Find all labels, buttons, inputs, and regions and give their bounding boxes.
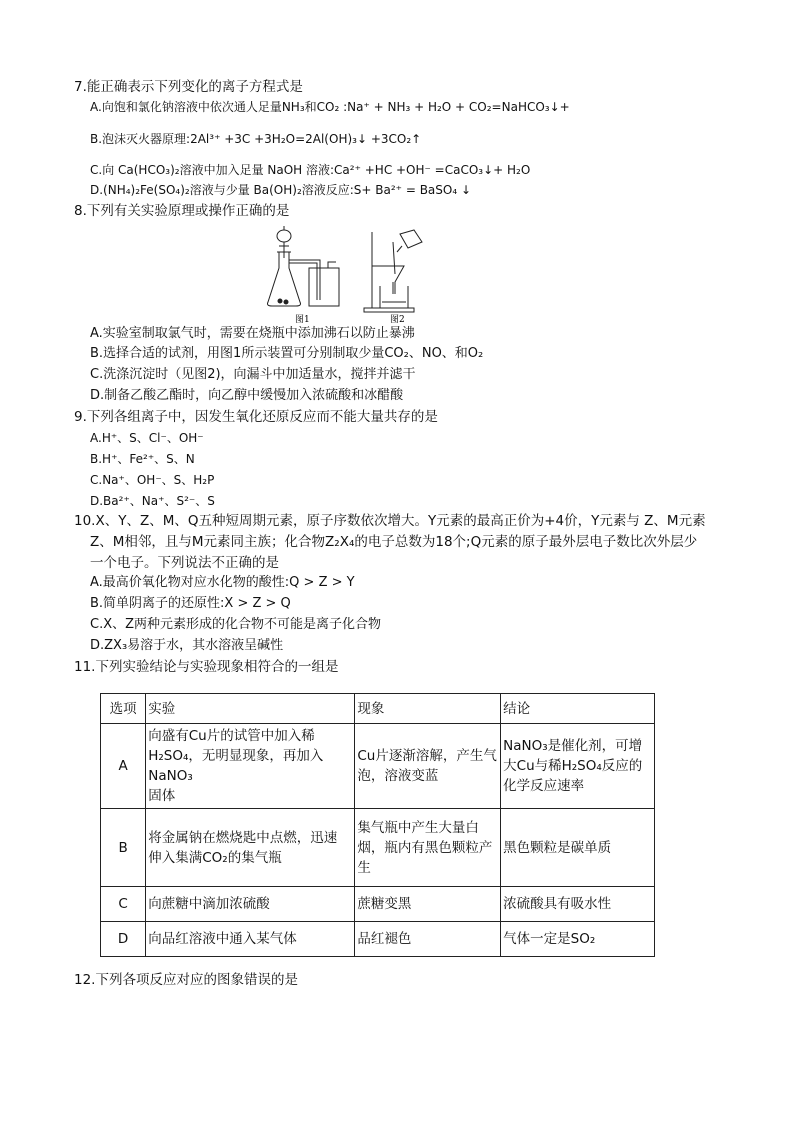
q8-stem: 8.下列有关实验原理或操作正确的是 [74, 203, 290, 219]
table-cell: 向品红溶液中通入某气体 [146, 922, 355, 957]
q9-option-b: B.H⁺、Fe²⁺、S、N [90, 452, 195, 466]
figure-1-caption: 图1 [295, 315, 310, 325]
q7-option-b: B.泡沫灭火器原理:2Al³⁺ +3C +3H₂O=2Al(OH)₃↓ +3CO₂↑ [90, 132, 422, 146]
q12-stem: 12.下列各项反应对应的图象错误的是 [74, 972, 298, 988]
q7-option-a: A.向饱和氯化钠溶液中依次通人足量NH₃和CO₂ :Na⁺ + NH₃ + H₂O + CO₂=NaHCO₃↓+ [90, 100, 570, 114]
table-cell: D [101, 922, 146, 957]
figure-2-filtration-apparatus [364, 230, 422, 312]
table-cell: B [101, 809, 146, 887]
q7-stem: 7.能正确表示下列变化的离子方程式是 [74, 79, 303, 95]
q11-stem: 11.下列实验结论与实验现象相符合的一组是 [74, 659, 339, 675]
table-cell: C [101, 887, 146, 922]
q9-option-a: A.H⁺、S、Cl⁻、OH⁻ [90, 431, 204, 445]
q11-table [100, 693, 655, 957]
table-row [101, 724, 655, 809]
apparatus-diagram [262, 222, 442, 330]
q9-option-d: D.Ba²⁺、Na⁺、S²⁻、S [90, 494, 215, 508]
table-row [101, 887, 655, 922]
table-header-cell: 结论 [501, 694, 655, 724]
q10-option-a: A.最高价氧化物对应水化物的酸性:Q > Z > Y [90, 575, 355, 590]
table-row [101, 809, 655, 887]
figure-1-flask-apparatus [268, 226, 340, 306]
q8-option-c: C.洗涤沉淀时（见图2)，向漏斗中加适量水，搅拌并滤干 [90, 367, 416, 382]
table-cell: 集气瓶中产生大量白 烟，瓶内有黑色颗粒产 生 [355, 809, 501, 887]
q7-option-c: C.向 Ca(HCO₃)₂溶液中加入足量 NaOH 溶液:Ca²⁺ +HC +OH⁻ =CaCO₃↓+ H₂O [90, 163, 531, 177]
table-row [101, 922, 655, 957]
table-cell: 气体一定是SO₂ [501, 922, 655, 957]
table-cell: 向蔗糖中滴加浓硫酸 [146, 887, 355, 922]
q10-option-b: B.简单阴离子的还原性:X > Z > Q [90, 596, 291, 611]
table-cell: 黑色颗粒是碳单质 [501, 809, 655, 887]
q7-option-d: D.(NH₄)₂Fe(SO₄)₂溶液与少量 Ba(OH)₂溶液反应:S+ Ba²⁺ = BaSO₄ ↓ [90, 183, 472, 197]
table-cell: 浓硫酸具有吸水性 [501, 887, 655, 922]
table-cell: 向盛有Cu片的试管中加入稀 H₂SO₄，无明显现象，再加入NaNO₃ 固体 [146, 724, 355, 809]
table-header-cell: 选项 [101, 694, 146, 724]
q8-option-b: B.选择合适的试剂，用图1所示装置可分别制取少量CO₂、NO、和O₂ [90, 346, 484, 361]
q9-option-c: C.Na⁺、OH⁻、S、H₂P [90, 473, 215, 487]
q10-option-d: D.ZX₃易溶于水，其水溶液呈碱性 [90, 638, 284, 653]
table-cell: A [101, 724, 146, 809]
table-cell: 蔗糖变黑 [355, 887, 501, 922]
table-cell: 将金属钠在燃烧匙中点燃，迅速 伸入集满CO₂的集气瓶 [146, 809, 355, 887]
table-cell: NaNO₃是催化剂，可增 大Cu与稀H₂SO₄反应的 化学反应速率 [501, 724, 655, 809]
figure-2-caption: 图2 [390, 315, 405, 325]
q10-stem-line-2: Z、M相邻，且与M元素同主族；化合物Z₂X₄的电子总数为18个;Q元素的原子最外层电子数比次外层少 [90, 534, 698, 550]
q10-stem-line-3: 一个电子。下列说法不正确的是 [90, 555, 279, 571]
q10-stem-line-1: 10.X、Y、Z、M、Q五种短周期元素，原子序数依次增大。Y元素的最高正价为+4价，Y元素与 Z、M元素 [74, 513, 706, 529]
q8-option-d: D.制备乙酸乙酯时，向乙醇中缓慢加入浓硫酸和冰醋酸 [90, 388, 404, 403]
q8-option-a: A.实验室制取氯气时，需要在烧瓶中添加沸石以防止暴沸 [90, 326, 415, 341]
q9-stem: 9.下列各组离子中，因发生氧化还原反应而不能大量共存的是 [74, 409, 438, 425]
table-header-cell: 实验 [146, 694, 355, 724]
q8-figures [262, 222, 442, 330]
table-cell: 品红褪色 [355, 922, 501, 957]
table-header-row [101, 694, 655, 724]
q10-option-c: C.X、Z两种元素形成的化合物不可能是离子化合物 [90, 617, 382, 632]
table-cell: Cu片逐渐溶解，产生气 泡，溶液变蓝 [355, 724, 501, 809]
table-header-cell: 现象 [355, 694, 501, 724]
